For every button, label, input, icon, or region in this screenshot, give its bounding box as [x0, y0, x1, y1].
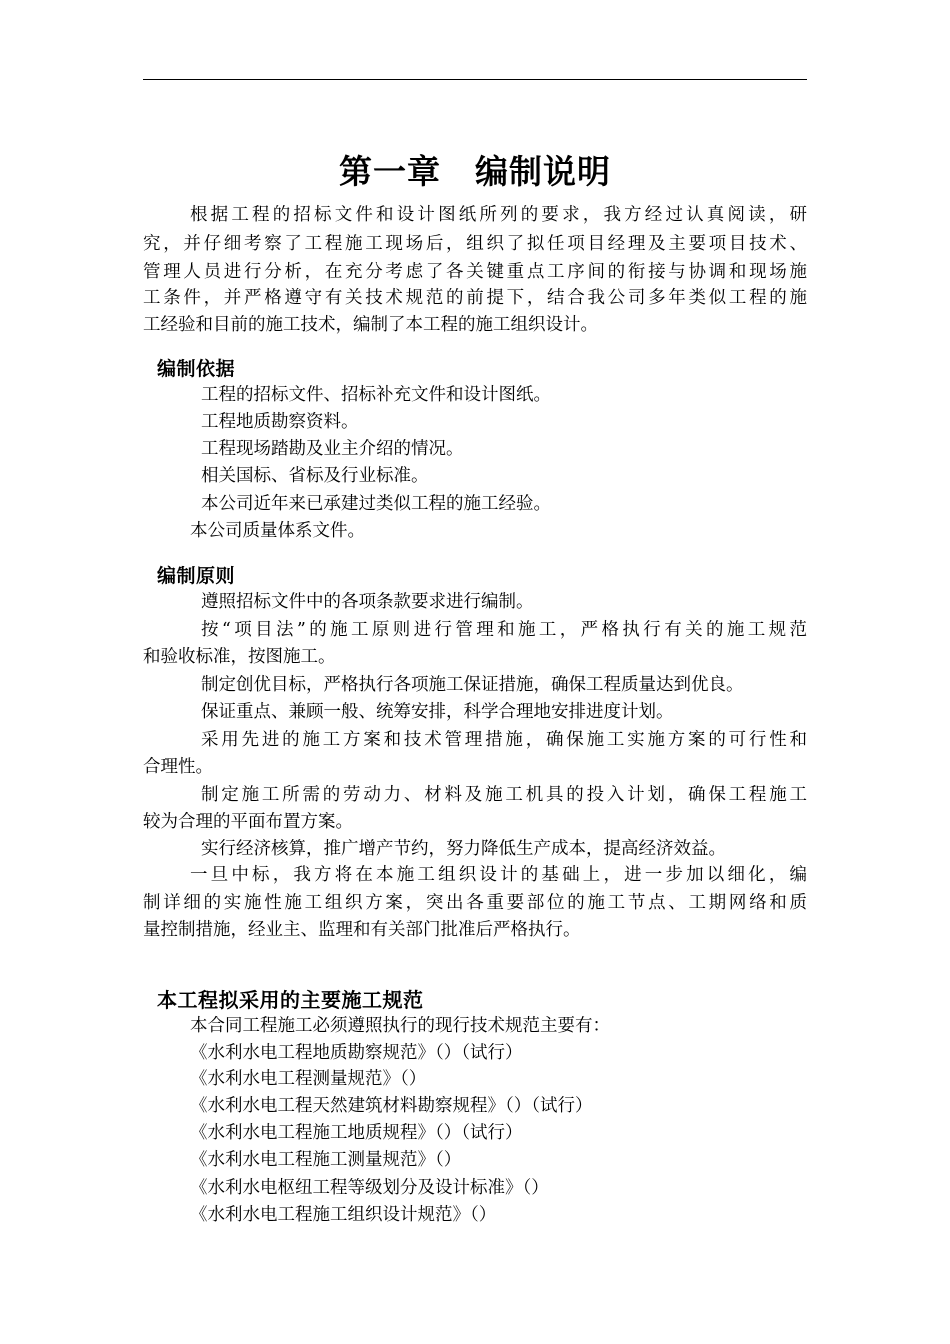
standard-item: 《水利水电枢纽工程等级划分及设计标准》（） [190, 1178, 549, 1198]
list-item: 工程的招标文件、招标补充文件和设计图纸。 [201, 385, 551, 405]
principle-line: 制定创优目标，严格执行各项施工保证措施，确保工程质量达到优良。 [201, 675, 744, 695]
standard-item: 《水利水电工程天然建筑材料勘察规程》（）（试行） [190, 1096, 593, 1116]
section-heading-principles: 编制原则 [157, 565, 236, 587]
principle-line: 实行经济核算，推广增产节约，努力降低生产成本，提高经济效益。 [201, 839, 726, 859]
section-heading-standards: 本工程拟采用的主要施工规范 [157, 988, 424, 1012]
intro-line: 管理人员进行分析，在充分考虑了各关键重点工序间的衔接与协调和现场施 [143, 262, 807, 282]
intro-line: 究，并仔细考察了工程施工现场后，组织了拟任项目经理及主要项目技术、 [143, 234, 807, 254]
principle-line: 制定施工所需的劳动力、材料及施工机具的投入计划，确保工程施工 [201, 785, 807, 805]
principle-line: 和验收标准，按图施工。 [143, 647, 336, 667]
chapter-title: 第一章 编制说明 [339, 152, 611, 191]
list-item: 工程地质勘察资料。 [201, 412, 359, 432]
intro-line: 工经验和目前的施工技术，编制了本工程的施工组织设计。 [143, 315, 598, 335]
principle-line: 较为合理的平面布置方案。 [143, 812, 353, 832]
list-item: 本公司近年来已承建过类似工程的施工经验。 [201, 494, 551, 514]
list-item: 工程现场踏勘及业主介绍的情况。 [201, 439, 464, 459]
standard-item: 《水利水电工程施工测量规范》（） [190, 1150, 462, 1170]
standard-item: 《水利水电工程地质勘察规范》（）（试行） [190, 1043, 523, 1063]
list-item: 相关国标、省标及行业标准。 [201, 466, 429, 486]
principle-line: 一旦中标，我方将在本施工组织设计的基础上，进一步加以细化，编 [190, 865, 807, 885]
intro-line: 工条件，并严格遵守有关技术规范的前提下，结合我公司多年类似工程的施 [143, 288, 807, 308]
principle-line: 采用先进的施工方案和技术管理措施，确保施工实施方案的可行性和 [201, 730, 807, 750]
principle-line: 制详细的实施性施工组织方案，突出各重要部位的施工节点、工期网络和质 [143, 893, 807, 913]
header-rule [143, 79, 807, 80]
principle-line: 遵照招标文件中的各项条款要求进行编制。 [201, 592, 534, 612]
standard-item: 《水利水电工程施工组织设计规范》（） [190, 1205, 497, 1225]
principle-line: 量控制措施，经业主、监理和有关部门批准后严格执行。 [143, 920, 581, 940]
principle-line: 合理性。 [143, 757, 213, 777]
standards-intro: 本合同工程施工必须遵照执行的现行技术规范主要有： [190, 1016, 610, 1036]
section-heading-basis: 编制依据 [157, 358, 236, 380]
intro-line: 根据工程的招标文件和设计图纸所列的要求，我方经过认真阅读，研 [190, 205, 807, 225]
principle-line: 保证重点、兼顾一般、统筹安排，科学合理地安排进度计划。 [201, 702, 674, 722]
list-item: 本公司质量体系文件。 [190, 521, 365, 541]
standard-item: 《水利水电工程测量规范》（） [190, 1069, 427, 1089]
principle-line: 按“项目法”的施工原则进行管理和施工，严格执行有关的施工规范 [201, 620, 807, 640]
standard-item: 《水利水电工程施工地质规程》（）（试行） [190, 1123, 523, 1143]
